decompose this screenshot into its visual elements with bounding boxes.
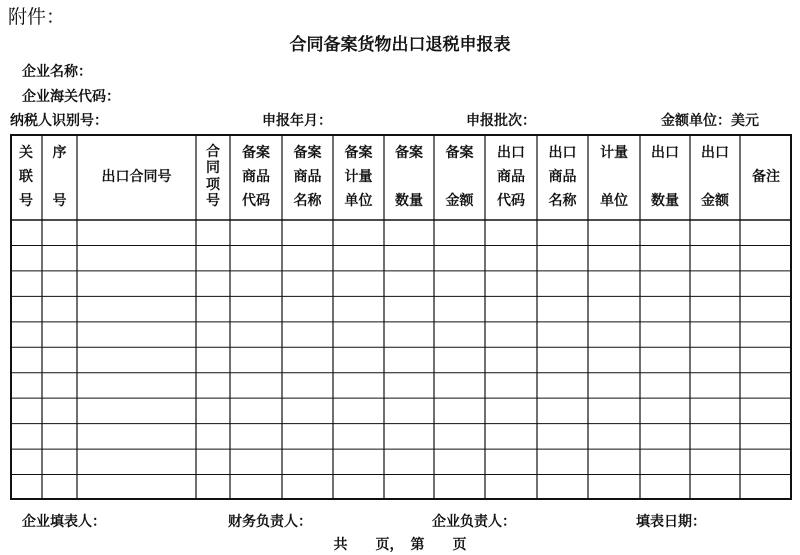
header-cell-beian-shangpin-mingcheng [282, 134, 333, 220]
header-text: 名称 [293, 192, 322, 209]
header-text: 出口 [701, 144, 729, 161]
filler-label: 企业填表人： [22, 514, 106, 530]
header-text: 合 [206, 143, 220, 160]
header-text: 备案 [445, 144, 474, 161]
header-text: 项 [206, 176, 220, 193]
header-cell-chukou-shangpin-daima [485, 134, 537, 220]
header-text: 计量 [600, 144, 628, 161]
header-text: 名称 [548, 192, 577, 209]
header-text: 代码 [242, 192, 270, 209]
header-cell-jiliang-danwei [588, 134, 640, 220]
header-text: 序 [52, 144, 67, 161]
header-text: 备案 [395, 144, 423, 161]
currency-unit-label: 金额单位：美元 [661, 113, 759, 129]
finance-head-label: 财务负责人： [228, 514, 312, 530]
declaration-table [10, 134, 792, 500]
header-cell-hetong-xianghao [196, 134, 230, 220]
header-text: 备案 [242, 144, 270, 161]
header-text: 数量 [395, 192, 423, 209]
header-cell-beizhu [740, 134, 792, 220]
header-text: 计量 [344, 168, 373, 185]
header-text: 号 [19, 192, 33, 209]
header-cell-beian-shuliang [384, 134, 434, 220]
header-cell-chukou-shuliang [640, 134, 690, 220]
fill-date-label: 填表日期： [636, 514, 706, 530]
header-cell-chukou-shangpin-mingcheng [537, 134, 588, 220]
declare-batch-label: 申报批次： [466, 113, 536, 129]
header-text: 出口合同号 [101, 168, 172, 185]
header-text: 出口 [651, 144, 679, 161]
header-text: 单位 [344, 192, 373, 209]
header-cell-beian-jiliang-danwei [333, 134, 384, 220]
header-text: 号 [52, 192, 67, 209]
header-text: 商品 [548, 168, 577, 185]
header-cell-chukou-hetong-hao [77, 134, 196, 220]
header-text: 出口 [548, 144, 577, 161]
company-name-label: 企业名称： [22, 64, 92, 80]
company-head-label: 企业负责人： [432, 514, 516, 530]
header-text: 金额 [445, 192, 474, 209]
header-cell-xuhao [42, 134, 77, 220]
header-cell-chukou-jine [690, 134, 740, 220]
header-text: 商品 [293, 168, 322, 185]
header-text: 单位 [600, 192, 628, 209]
header-cell-beian-shangpin-daima [230, 134, 282, 220]
header-text: 联 [19, 168, 33, 185]
header-text: 备案 [293, 144, 322, 161]
header-cell-guanlianhao [10, 134, 42, 220]
header-text: 关 [19, 144, 33, 161]
header-text: 商品 [497, 168, 525, 185]
header-text: 备案 [344, 144, 373, 161]
attachment-label: 附件： [8, 6, 66, 28]
form-title: 合同备案货物出口退税申报表 [289, 35, 511, 55]
page-info: 共 页， 第 页 [333, 537, 467, 553]
header-text: 数量 [651, 192, 679, 209]
declare-month-label: 申报年月： [262, 113, 332, 129]
customs-code-label: 企业海关代码： [22, 89, 120, 105]
header-text: 金额 [701, 192, 729, 209]
header-cell-beian-jine [434, 134, 485, 220]
header-text: 出口 [497, 144, 525, 161]
header-text: 备注 [752, 168, 780, 185]
header-text: 同 [206, 160, 220, 177]
taxpayer-id-label: 纳税人识别号： [10, 113, 108, 129]
header-text: 代码 [497, 192, 525, 209]
header-text: 商品 [242, 168, 270, 185]
header-text: 号 [206, 193, 220, 210]
